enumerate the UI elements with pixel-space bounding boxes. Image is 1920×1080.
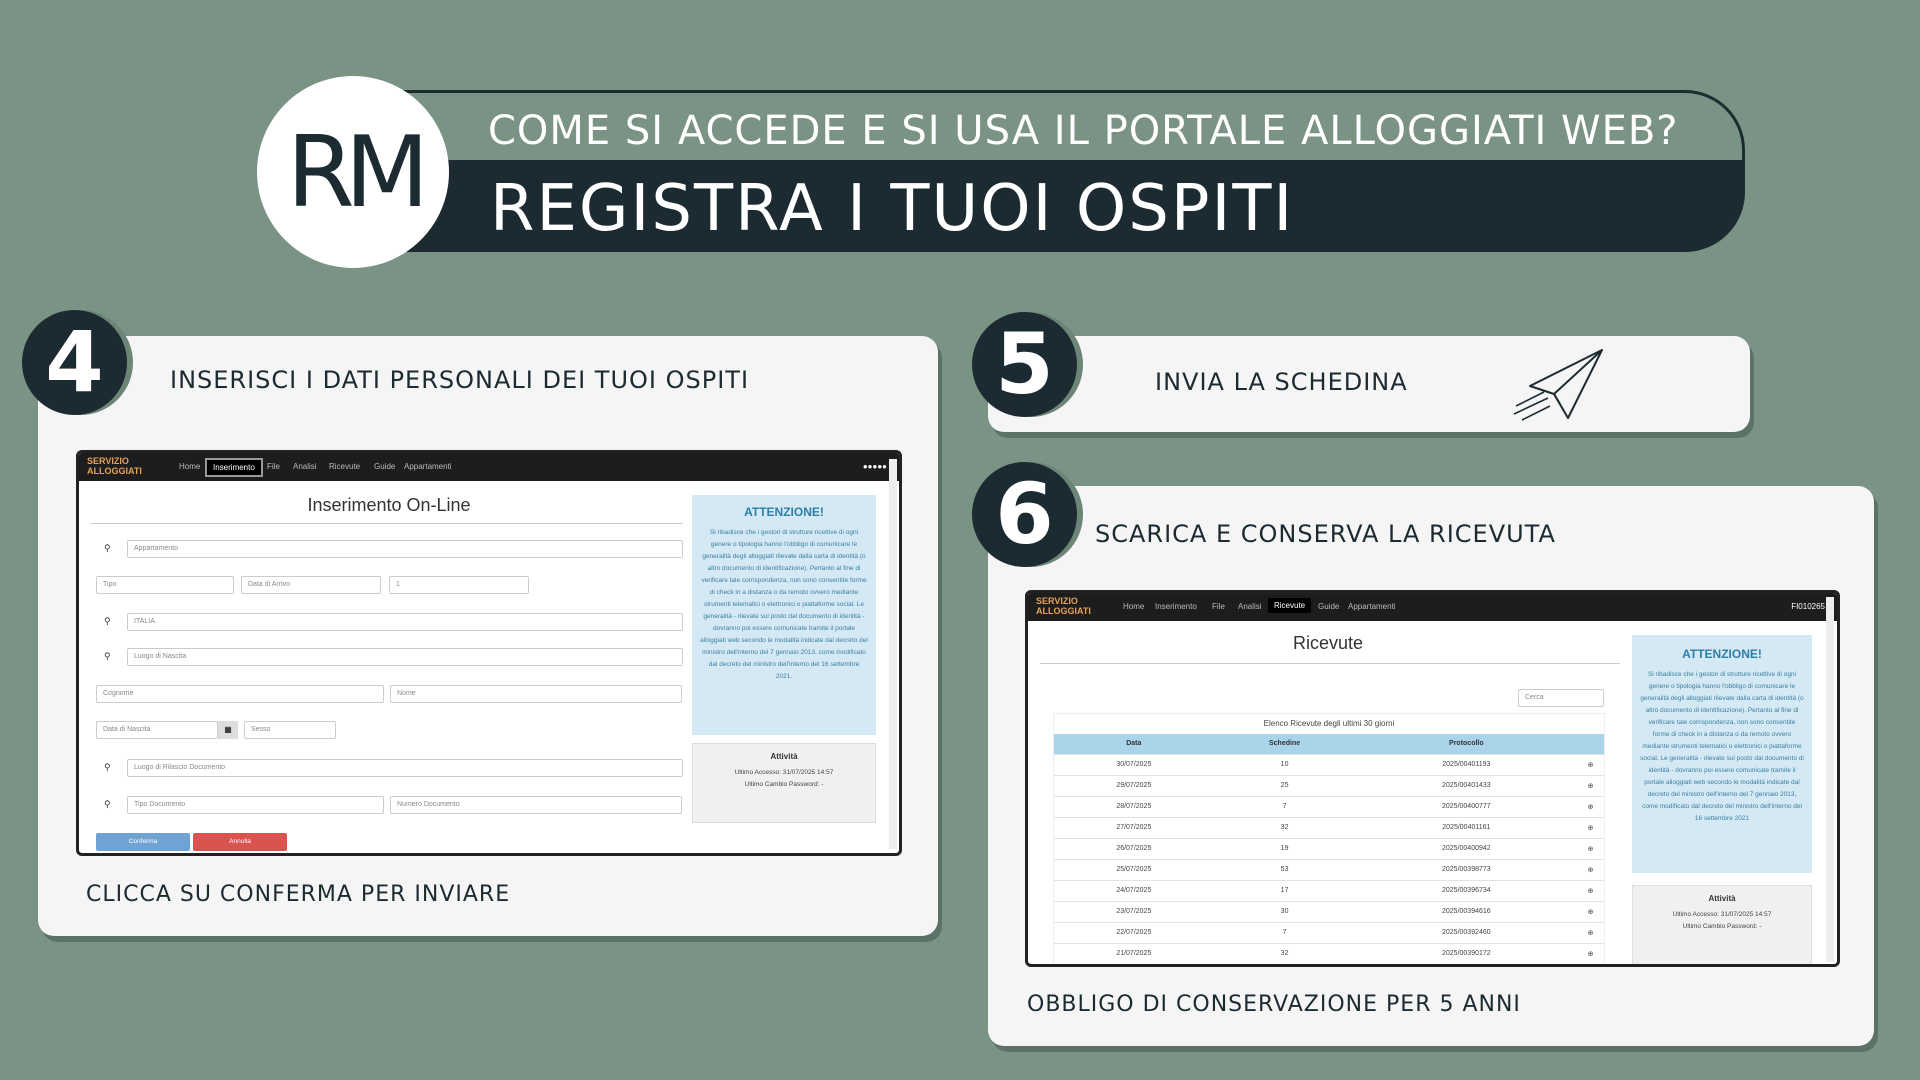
- user-menu[interactable]: ●●●●●: [862, 462, 887, 471]
- activity-access: Ultimo Accesso: 31/07/2025 14:57: [1672, 911, 1772, 918]
- row-protocollo: 2025/00396734: [1355, 880, 1577, 901]
- row-date: 25/07/2025: [1054, 859, 1214, 880]
- activity-title: Attività: [770, 752, 798, 761]
- luogo-nascita-field[interactable]: Luogo di Nascita: [127, 648, 683, 666]
- search-icon: ⚲: [104, 799, 111, 809]
- nav-analisi[interactable]: Analisi: [1238, 602, 1262, 611]
- logo-text: RM: [286, 116, 420, 230]
- divider: [1040, 663, 1620, 664]
- table-row: [1054, 754, 1604, 775]
- nav-home[interactable]: Home: [179, 462, 201, 471]
- row-date: 21/07/2025: [1054, 943, 1214, 964]
- ricevute-screenshot: [1025, 590, 1840, 967]
- row-date: 22/07/2025: [1054, 922, 1214, 943]
- download-icon[interactable]: ⊕: [1577, 922, 1604, 943]
- notice-panel: [692, 495, 876, 735]
- paper-plane-icon: [1510, 346, 1610, 422]
- download-icon[interactable]: ⊕: [1577, 775, 1604, 796]
- nav-file[interactable]: File: [1212, 602, 1225, 611]
- row-protocollo: 2025/00401161: [1355, 817, 1577, 838]
- numero-documento-field[interactable]: Numero Documento: [390, 796, 682, 814]
- annulla-button[interactable]: Annulla: [193, 833, 287, 851]
- activity-password: Ultimo Cambio Password: -: [1682, 923, 1762, 930]
- data-nascita-field[interactable]: Data di Nascita: [96, 721, 218, 739]
- row-protocollo: 2025/00401193: [1355, 754, 1577, 775]
- nav-ricevute[interactable]: Ricevute: [1268, 598, 1311, 613]
- row-schedine: 32: [1214, 817, 1356, 838]
- activity-access: Ultimo Accesso: 31/07/2025 14:57: [734, 769, 834, 776]
- notice-title: ATTENZIONE!: [744, 505, 824, 519]
- row-schedine: 30: [1214, 901, 1356, 922]
- ricevute-table-panel: [1053, 713, 1605, 965]
- table-row: [1054, 901, 1604, 922]
- search-icon: ⚲: [104, 616, 111, 626]
- step-5-title: INVIA LA SCHEDINA: [1155, 368, 1408, 396]
- page-title: REGISTRA I TUOI OSPITI: [490, 172, 1295, 246]
- row-date: 29/07/2025: [1054, 775, 1214, 796]
- nav-appartamenti[interactable]: Appartamenti: [404, 462, 452, 471]
- nav-appartamenti[interactable]: Appartamenti: [1348, 602, 1396, 611]
- download-icon[interactable]: ⊕: [1577, 817, 1604, 838]
- table-row: [1054, 859, 1604, 880]
- table-row: [1054, 817, 1604, 838]
- activity-panel: [1632, 885, 1812, 965]
- row-protocollo: 2025/00400942: [1355, 838, 1577, 859]
- ricevute-table: [1054, 734, 1604, 965]
- step-4-badge: 4: [22, 310, 127, 415]
- portal-brand: SERVIZIO ALLOGGIATI: [1036, 596, 1091, 616]
- notice-title: ATTENZIONE!: [1682, 647, 1762, 661]
- table-row: [1054, 838, 1604, 859]
- download-icon[interactable]: ⊕: [1577, 901, 1604, 922]
- luogo-rilascio-field[interactable]: Luogo di Rilascio Documento: [127, 759, 683, 777]
- row-protocollo: 2025/00394616: [1355, 901, 1577, 922]
- nav-inserimento[interactable]: Inserimento: [205, 458, 263, 477]
- row-date: 30/07/2025: [1054, 754, 1214, 775]
- portal-navbar: [1028, 593, 1837, 621]
- row-date: 27/07/2025: [1054, 817, 1214, 838]
- col-data[interactable]: Data: [1054, 734, 1214, 754]
- row-schedine: 19: [1214, 838, 1356, 859]
- activity-password: Ultimo Cambio Password: -: [744, 781, 824, 788]
- nav-analisi[interactable]: Analisi: [293, 462, 317, 471]
- scrollbar[interactable]: [889, 459, 897, 849]
- logo: [257, 76, 449, 268]
- download-icon[interactable]: ⊕: [1577, 754, 1604, 775]
- row-schedine: 53: [1214, 859, 1356, 880]
- row-schedine: 7: [1214, 922, 1356, 943]
- col-download: [1577, 734, 1604, 754]
- table-row: [1054, 922, 1604, 943]
- row-protocollo: 2025/00400777: [1355, 796, 1577, 817]
- nav-guide[interactable]: Guide: [1318, 602, 1340, 611]
- download-icon[interactable]: ⊕: [1577, 943, 1604, 964]
- notice-text: Si ribadisce che i gestori di strutture ricettive di ogni genere o tipologia hanno l'obbligo di comunicare le generalità degli alloggiati rilevate dalla carta di identità (o altro documento di identificazione). Pertanto al fine di verificare tale corrispondenza, non sono consentite forme di check in a distanza o da remoto ovvero mediante strumenti telematici o elettronici o piattaforme social. Le generalità - rilevate sul posto dal documento di identità - dovranno poi essere comunicate tramite il portale alloggiati web secondo le modalità indicate dal decreto del ministro dell'interno del 7 gennaio 2013, come modificato dal decreto del ministro dell'interno del 16 settembre 2021.: [700, 529, 868, 680]
- download-icon[interactable]: ⊕: [1577, 838, 1604, 859]
- form-heading: Inserimento On-Line: [307, 495, 471, 515]
- inserimento-screenshot: [76, 450, 902, 856]
- row-date: 23/07/2025: [1054, 901, 1214, 922]
- divider: [91, 523, 683, 524]
- portal-brand: SERVIZIO ALLOGGIATI: [87, 456, 142, 476]
- notice-text: Si ribadisce che i gestori di strutture ricettive di ogni genere o tipologia hanno l'obbligo di comunicare le generalità degli alloggiati rilevate dalla carta di identità (o altro documento di identificazione). Pertanto al fine di verificare tale corrispondenza, non sono consentite forme di check in a distanza o da remoto ovvero mediante strumenti telematici o elettronici o piattaforme social. Le generalità - rilevate sul posto dal documento di identità - dovranno poi essere comunicate tramite il portale alloggiati web secondo le modalità indicate dal decreto del ministro dell'interno del 7 gennaio 2013, come modificato dal decreto del ministro dell'interno del 16 settembre 2021: [1640, 671, 1804, 822]
- row-schedine: 7: [1214, 796, 1356, 817]
- sesso-select[interactable]: Sesso: [244, 721, 336, 739]
- row-schedine: 25: [1214, 775, 1356, 796]
- ricevute-heading: Ricevute: [1292, 633, 1364, 653]
- nav-file[interactable]: File: [267, 462, 280, 471]
- table-row: [1054, 775, 1604, 796]
- nav-home[interactable]: Home: [1123, 602, 1145, 611]
- search-icon: ⚲: [104, 543, 111, 553]
- data-arrivo-field[interactable]: Data di Arrivo: [241, 576, 381, 594]
- step-6-badge: 6: [972, 462, 1077, 567]
- tipo-documento-field[interactable]: Tipo Documento: [127, 796, 384, 814]
- nav-guide[interactable]: Guide: [374, 462, 396, 471]
- table-row: [1054, 943, 1604, 964]
- row-protocollo: 2025/00392460: [1355, 922, 1577, 943]
- row-schedine: 10: [1214, 754, 1356, 775]
- notice-panel: [1632, 635, 1812, 873]
- download-icon[interactable]: ⊕: [1577, 796, 1604, 817]
- row-schedine: 17: [1214, 880, 1356, 901]
- scrollbar[interactable]: [1826, 597, 1834, 962]
- table-row: [1054, 880, 1604, 901]
- step-4-title: INSERISCI I DATI PERSONALI DEI TUOI OSPITI: [170, 366, 750, 394]
- search-icon: ⚲: [104, 762, 111, 772]
- activity-panel: [692, 743, 876, 823]
- step-4-caption: CLICCA SU CONFERMA PER INVIARE: [86, 882, 511, 907]
- calendar-icon[interactable]: ▦: [218, 721, 238, 739]
- cognome-field[interactable]: Cognome: [96, 685, 384, 703]
- table-caption: Elenco Ricevute degli ultimi 30 giorni: [1263, 719, 1395, 728]
- step-6-title: SCARICA E CONSERVA LA RICEVUTA: [1095, 520, 1556, 548]
- conferma-button[interactable]: Conferma: [96, 833, 190, 851]
- row-protocollo: 2025/00398773: [1355, 859, 1577, 880]
- search-input[interactable]: Cerca: [1518, 689, 1604, 707]
- appartamento-field[interactable]: Appartamento: [127, 540, 683, 558]
- row-date: 28/07/2025: [1054, 796, 1214, 817]
- row-date: 26/07/2025: [1054, 838, 1214, 859]
- header-question: COME SI ACCEDE E SI USA IL PORTALE ALLOGGIATI WEB?: [488, 108, 1679, 154]
- nav-inserimento[interactable]: Inserimento: [1155, 602, 1197, 611]
- row-protocollo: 2025/00401433: [1355, 775, 1577, 796]
- download-icon[interactable]: ⊕: [1577, 880, 1604, 901]
- download-icon[interactable]: ⊕: [1577, 859, 1604, 880]
- tipo-select[interactable]: Tipo: [96, 576, 234, 594]
- stato-field[interactable]: ITALIA: [127, 613, 683, 631]
- user-menu[interactable]: FI010265: [1791, 602, 1825, 611]
- col-protocollo[interactable]: Protocollo: [1355, 734, 1577, 754]
- col-schedine[interactable]: Schedine: [1214, 734, 1356, 754]
- portal-navbar: [79, 453, 899, 481]
- table-row: [1054, 796, 1604, 817]
- nome-field[interactable]: Nome: [390, 685, 682, 703]
- nav-ricevute[interactable]: Ricevute: [329, 462, 361, 471]
- search-icon: ⚲: [104, 651, 111, 661]
- row-date: 24/07/2025: [1054, 880, 1214, 901]
- row-schedine: 32: [1214, 943, 1356, 964]
- row-protocollo: 2025/00390172: [1355, 943, 1577, 964]
- step-5-badge: 5: [972, 312, 1077, 417]
- activity-title: Attività: [1708, 894, 1736, 903]
- step-6-caption: OBBLIGO DI CONSERVAZIONE PER 5 ANNI: [1027, 992, 1521, 1017]
- giorni-field[interactable]: 1: [389, 576, 529, 594]
